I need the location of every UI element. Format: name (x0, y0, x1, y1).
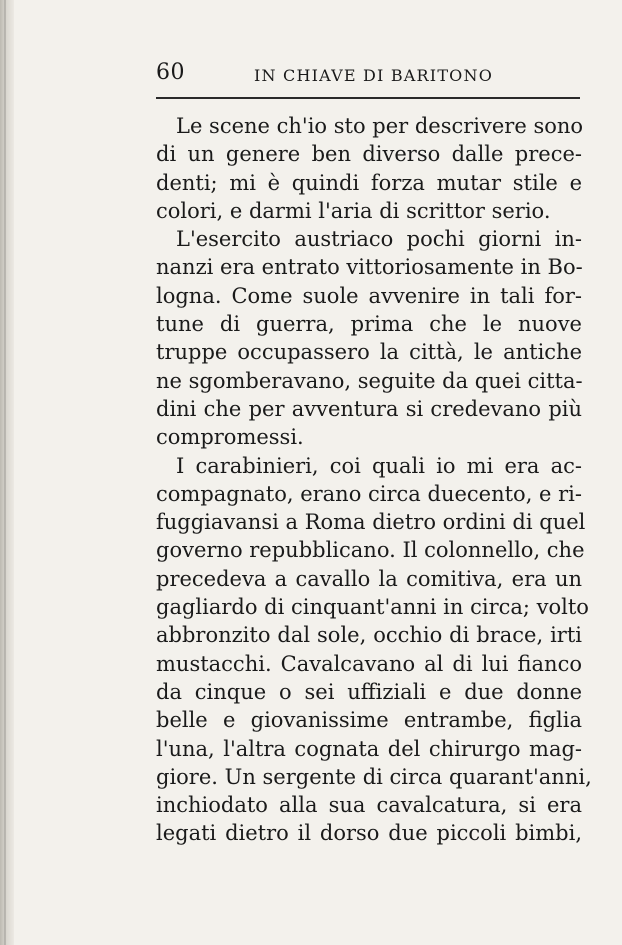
body-text (156, 112, 592, 848)
text-line: compromessi. (156, 425, 304, 450)
text-line: mustacchi. Cavalcavano al di lui fianco (156, 651, 582, 676)
text-line: gagliardo di cinquant'anni in circa; volto (156, 595, 589, 620)
text-line: ne sgomberavano, seguite da quei citta- (156, 368, 583, 393)
page-number: 60 (156, 60, 185, 85)
page-binding-shadow (4, 0, 6, 945)
text-line: giore. Un sergente di circa quarant'anni, (156, 764, 592, 789)
text-line: logna. Come suole avvenire in tali for- (156, 283, 582, 308)
text-line: di un genere ben diverso dalle prece- (156, 142, 582, 167)
text-line: nanzi era entrato vittoriosamente in Bo- (156, 255, 583, 280)
header-rule (156, 97, 580, 99)
text-line: Le scene ch'io sto per descrivere sono (176, 114, 584, 138)
text-line: truppe occupassero la città, le antiche (156, 340, 582, 365)
running-title: IN CHIAVE DI BARITONO (254, 66, 494, 85)
text-line: legati dietro il dorso due piccoli bimbi, (156, 821, 582, 846)
text-line: tune di guerra, prima che le nuove (156, 312, 582, 337)
text-line: compagnato, erano circa duecento, e ri- (156, 481, 582, 506)
text-line: belle e giovanissime entrambe, figlia (156, 708, 582, 733)
text-line: abbronzito dal sole, occhio di brace, irti (156, 623, 582, 648)
text-line: dini che per avventura si credevano più (156, 396, 582, 421)
text-line: precedeva a cavallo la comitiva, era un (156, 566, 582, 591)
text-line: denti; mi è quindi forza mutar stile e (156, 170, 582, 195)
text-line: inchiodato alla sua cavalcatura, si era (156, 793, 582, 818)
page-binding-edge (0, 0, 14, 945)
text-line: L'esercito austriaco pochi giorni in- (176, 227, 582, 252)
page-header (156, 58, 578, 88)
text-line: l'una, l'altra cognata del chirurgo mag- (156, 736, 582, 761)
text-line: fuggiavansi a Roma dietro ordini di quel (156, 510, 586, 535)
text-line: da cinque o sei uffiziali e due donne (156, 679, 582, 704)
text-line: I carabinieri, coi quali io mi era ac- (176, 453, 582, 478)
text-line: colori, e darmi l'aria di scrittor serio. (156, 198, 551, 223)
text-line: governo repubblicano. Il colonnello, che (156, 538, 585, 563)
